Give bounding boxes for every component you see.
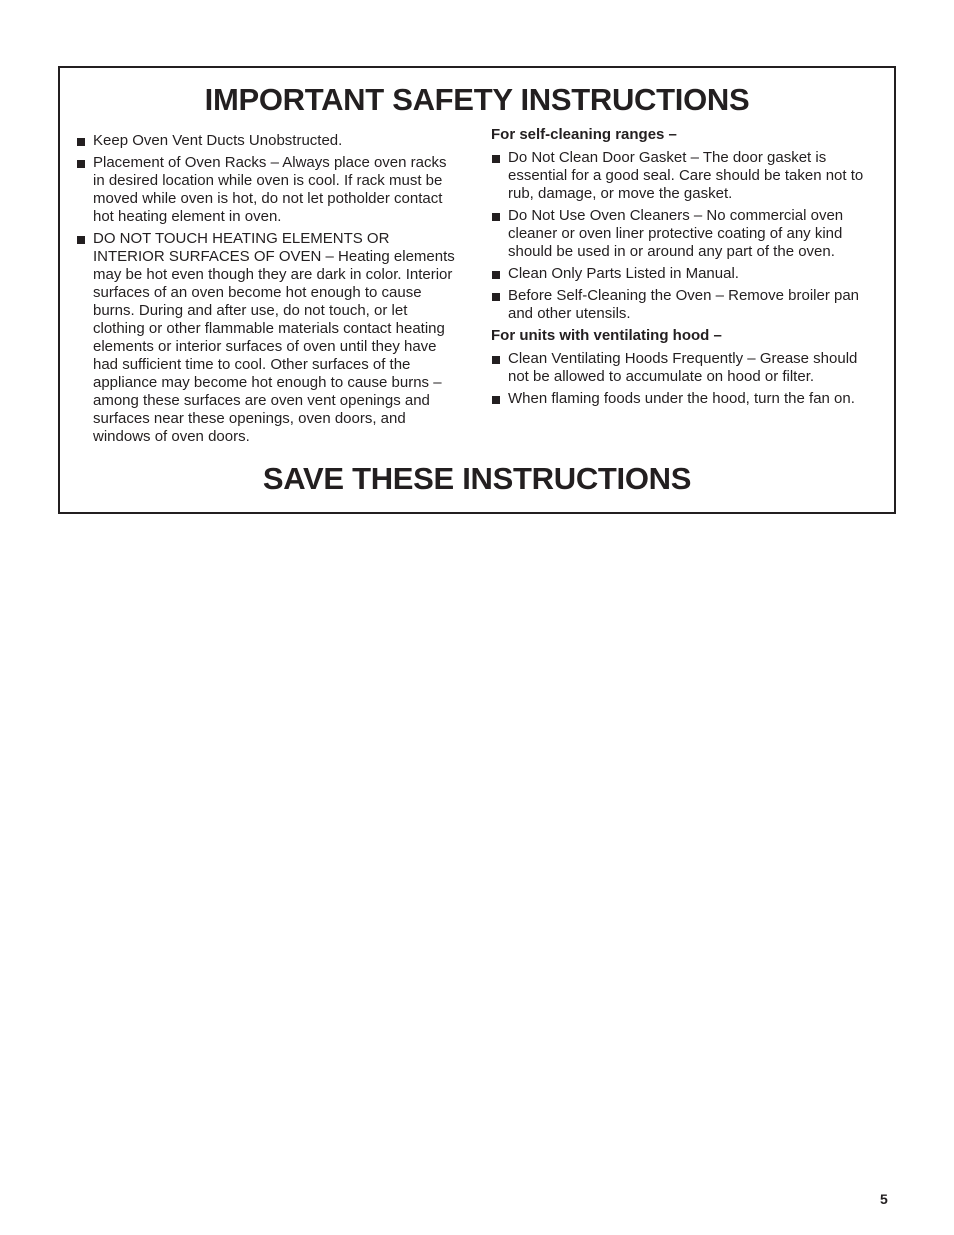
list-item-text: DO NOT TOUCH HEATING ELEMENTS OR INTERIOR SURFACES OF OVEN – Heating elements may be hot even though they are dark in color. Interior surfaces of an oven become hot enough to cause burns. During and after use, do not touch, or let clothing or other flammable materials contact heating elements or interior surfaces of oven until they have had sufficient time to cool. Other surfaces of the appliance may become hot enough to cause burns – among these surfaces are oven vent openings and surfaces near these openings, oven doors, and windows of oven doors. (93, 230, 455, 445)
square-bullet-icon (492, 271, 500, 279)
right-column (491, 126, 881, 412)
square-bullet-icon (77, 138, 85, 146)
list-item-text: Keep Oven Vent Ducts Unobstructed. (93, 132, 343, 149)
list-item-text: Clean Ventilating Hoods Frequently – Grease should not be allowed to accumulate on hood or filter. (508, 350, 858, 385)
square-bullet-icon (492, 396, 500, 404)
left-bullet-list (76, 132, 456, 446)
list-item (491, 265, 881, 283)
square-bullet-icon (492, 155, 500, 163)
ventilating-hood-bullet-list (491, 350, 881, 408)
list-item (491, 149, 881, 203)
self-cleaning-bullet-list (491, 149, 881, 323)
save-instructions-title: SAVE THESE INSTRUCTIONS (262, 461, 692, 496)
list-item (491, 207, 881, 261)
square-bullet-icon (492, 356, 500, 364)
ventilating-hood-heading: For units with ventilating hood – (491, 327, 722, 344)
list-item (76, 230, 456, 446)
list-item-text: Placement of Oven Racks – Always place oven racks in desired location while oven is cool. If rack must be moved while oven is hot, do not let potholder contact hot heating element in oven. (93, 154, 447, 225)
list-item (76, 132, 456, 150)
list-item-text: Do Not Use Oven Cleaners – No commercial oven cleaner or oven liner protective coating of any kind should be used in or around any part of the oven. (508, 207, 844, 260)
square-bullet-icon (77, 160, 85, 168)
square-bullet-icon (77, 236, 85, 244)
list-item (491, 350, 881, 386)
list-item-text: When flaming foods under the hood, turn the fan on. (508, 390, 855, 407)
list-item (491, 287, 881, 323)
list-item-text: Clean Only Parts Listed in Manual. (508, 265, 739, 282)
page-title: IMPORTANT SAFETY INSTRUCTIONS (204, 82, 750, 117)
self-cleaning-heading: For self-cleaning ranges – (491, 126, 677, 143)
list-item-text: Do Not Clean Door Gasket – The door gasket is essential for a good seal. Care should be taken not to rub, damage, or move the gasket. (508, 149, 864, 202)
list-item-text: Before Self-Cleaning the Oven – Remove broiler pan and other utensils. (508, 287, 860, 322)
safety-instructions-box (58, 66, 896, 514)
page-number: 5 (880, 1191, 888, 1207)
square-bullet-icon (492, 293, 500, 301)
list-item (491, 390, 881, 408)
list-item (76, 154, 456, 226)
square-bullet-icon (492, 213, 500, 221)
left-column (76, 132, 456, 450)
